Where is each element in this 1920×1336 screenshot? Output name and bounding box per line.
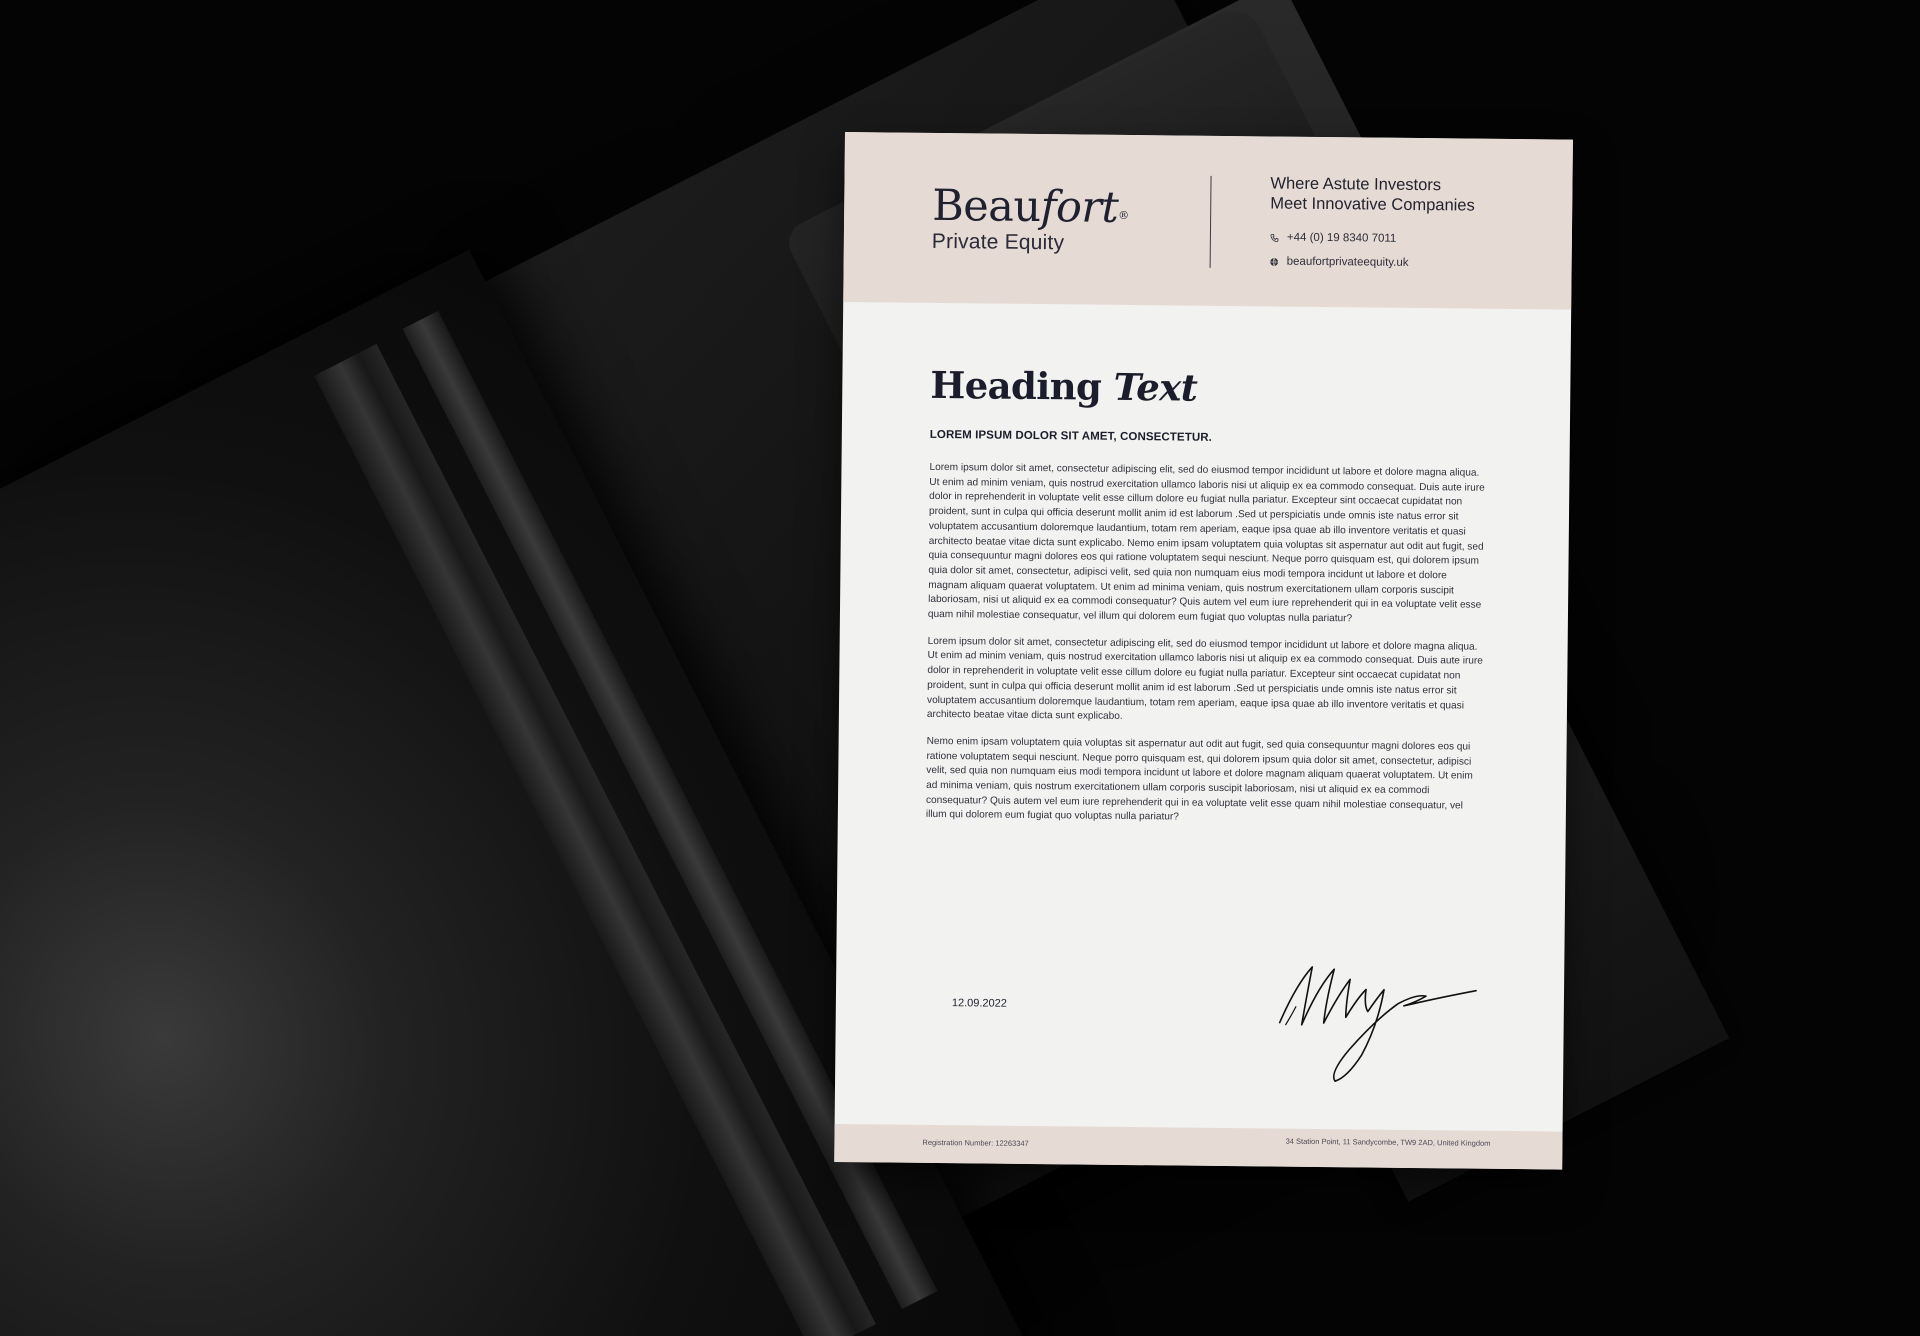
registration-number: Registration Number: 12263347 [922, 1137, 1029, 1148]
body-paragraph-3: Nemo enim ipsam voluptatem quia voluptas sit aspernatur aut odit aut fugit, sed quia consequuntur magni dolores eos qui ratione voluptatem sequi nesciunt. Neque porro quisquam est, qui dolorem ipsum quia dolor sit amet, consectetur, adipisci velit, sed quia non numquam eius modi tempora incidunt ut labore et dolore magnam aliquam quaerat voluptatem. Ut enim ad minima veniam, quis nostrum exercitationem ullam corporis suscipit laboriosam, nisi ut aliquid ex ea commodi consequatur? Quis autem vel eum iure reprehenderit qui in ea voluptate velit esse quam nihil molestiae consequatur, vel illum qui dolorem eum fugiat quo voluptas nulla pariatur? [925, 735, 1473, 824]
brand-name-italic: fort [1040, 182, 1119, 233]
letter-date: 12.09.2022 [951, 997, 1008, 1010]
phone-number: +44 (0) 19 8340 7011 [1286, 231, 1397, 245]
handwritten-signature [1265, 944, 1486, 1086]
contact-website [1270, 255, 1409, 268]
website-url: beaufortprivateequity.uk [1286, 255, 1409, 269]
phone-icon [1270, 233, 1279, 242]
letterhead-page [834, 132, 1573, 1170]
body-paragraph-1: Lorem ipsum dolor sit amet, consectetur adipiscing elit, sed do eiusmod tempor incididunt ut labore et dolore magna aliqua. Ut enim ad minim veniam, quis nostrud exercitation ullamco laboris nisi ut aliquip ex ea commodo consequat. Duis aute irure dolor in reprehenderit in voluptate velit esse cillum dolore eu fugiat nulla pariatur. Excepteur sint occaecat cupidatat non proident, sunt in culpa qui officia deserunt mollit anim id est laborum .Sed ut perspiciatis unde omnis iste natus error sit voluptatem accusantium doloremque laudantium, totam rem aperiam, eaque ipsa quae ab illo inventore veritatis et quasi architecto beatae vitae dicta sunt explicabo. Nemo enim ipsam voluptatem quia voluptas sit aspernatur aut odit aut fugit, sed quia consequuntur magni dolores eos qui ratione voluptatem sequi nesciunt. Neque porro quisquam est, qui dolorem ipsum quia dolor sit amet, consectetur, adipisci velit, sed quia non numquam eius modi tempora incidunt ut labore et dolore magnam aliquam quaerat voluptatem. Ut enim ad minima veniam, quis nostrum exercitationem ullam corporis suscipit laboriosam, nisi ut aliquid ex ea commodi consequatur? Quis autem vel eum iure reprehenderit qui in ea voluptate velit esse quam nihil molestiae consequatur, vel illum qui dolorem eum fugiat quo voluptas nulla pariatur? [927, 461, 1485, 625]
tagline [1270, 173, 1475, 215]
header-divider [1210, 176, 1212, 268]
brand-logo [931, 180, 1129, 256]
contact-phone [1270, 231, 1397, 244]
tagline-line-1: Where Astute Investors [1270, 174, 1442, 195]
letterhead-footer [834, 1124, 1562, 1170]
globe-icon [1270, 257, 1279, 266]
body-paragraph-2: Lorem ipsum dolor sit amet, consectetur adipiscing elit, sed do eiusmod tempor incididunt ut labore et dolore magna aliqua. Ut enim ad minim veniam, quis nostrud exercitation ullamco laboris nisi ut aliquip ex ea commodo consequat. Duis aute irure dolor in reprehenderit in voluptate velit esse cillum dolore eu fugiat nulla pariatur. Excepteur sint occaecat cupidatat non proident, sunt in culpa qui officia deserunt mollit anim id est laborum .Sed ut perspiciatis unde omnis iste natus error sit voluptatem accusantium doloremque laudantium, totam rem aperiam, eaque ipsa quae ab illo inventore veritatis et quasi architecto beatae vitae dicta sunt explicabo. [926, 635, 1483, 723]
letter-heading [930, 363, 1490, 413]
heading-regular: Heading [930, 362, 1102, 409]
registered-mark: ® [1118, 208, 1129, 222]
heading-italic: Text [1113, 364, 1198, 410]
tagline-line-2: Meet Innovative Companies [1270, 194, 1475, 215]
letter-subheading: LOREM IPSUM DOLOR SIT AMET, CONSECTETUR. [929, 428, 1213, 444]
brand-subtitle: Private Equity [931, 229, 1065, 255]
letter-body [926, 363, 1491, 839]
brand-name [931, 180, 1129, 233]
letterhead-header [843, 132, 1573, 310]
brand-name-regular: Beau [931, 180, 1041, 233]
company-address: 34 Station Point, 11 Sandycombe, TW9 2AD, United Kingdom [1285, 1136, 1491, 1148]
